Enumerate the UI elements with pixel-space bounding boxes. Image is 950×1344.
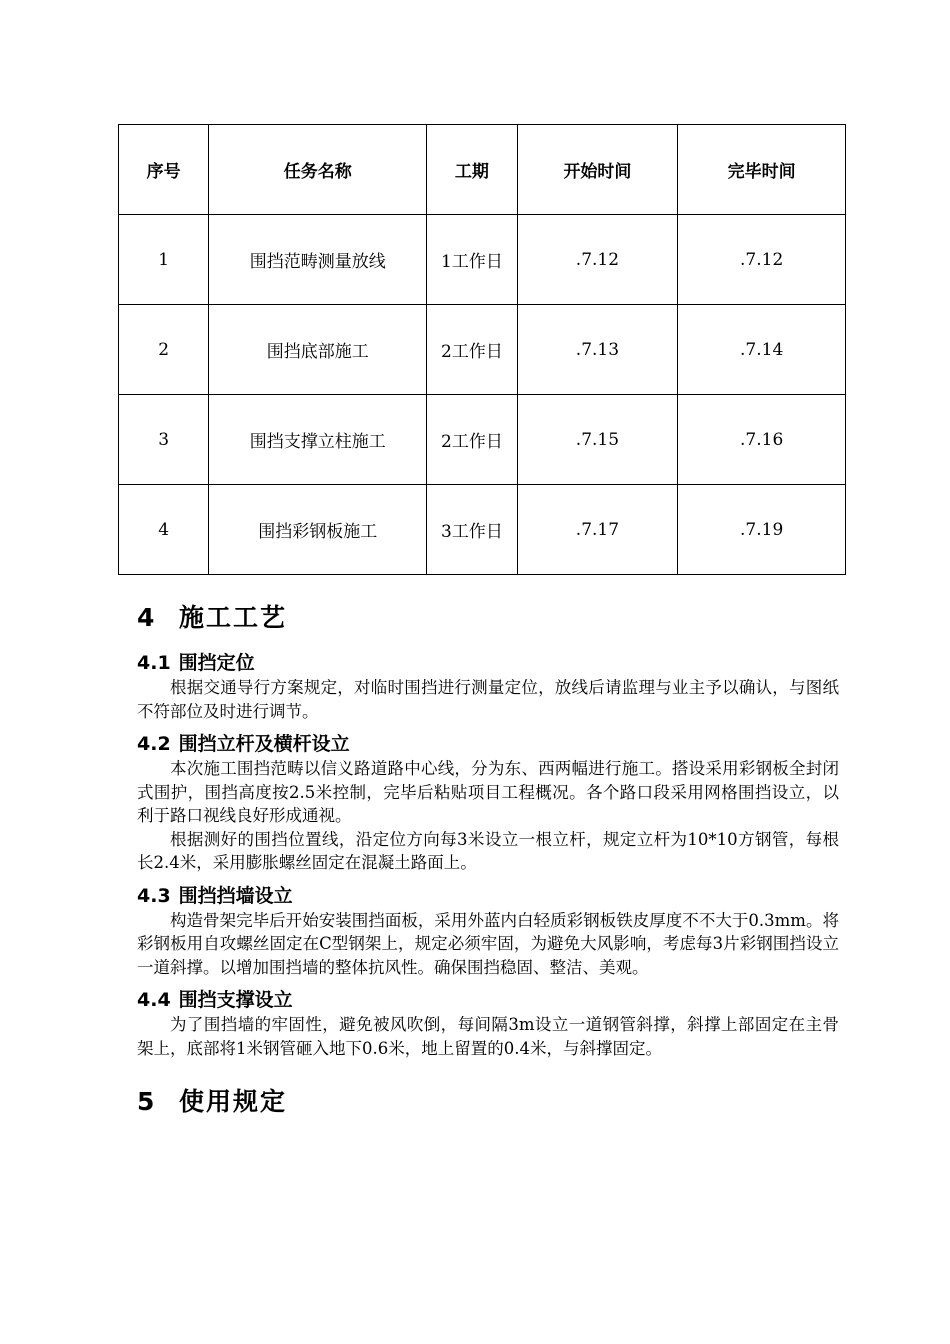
cell-start-time: .7.17 — [517, 485, 678, 575]
table-header-row — [119, 125, 846, 215]
cell-seq: 3 — [119, 395, 209, 485]
subsection-number: 4.1 — [137, 652, 171, 674]
subsection-title: 围挡立杆及横杆设立 — [178, 733, 350, 755]
cell-task-name: 围挡支撑立柱施工 — [209, 395, 427, 485]
section-number: 4 — [137, 603, 157, 632]
document-body — [137, 596, 839, 1120]
subsection-heading — [137, 987, 839, 1013]
table-row — [119, 395, 846, 485]
cell-seq: 2 — [119, 305, 209, 395]
cell-end-time: .7.14 — [678, 305, 846, 395]
paragraph: 为了围挡墙的牢固性，避免被风吹倒，每间隔3m设立一道钢管斜撑，斜撑上部固定在主骨架上，底部将1米钢管砸入地下0.6米，地上留置的0.4米，与斜撑固定。 — [137, 1015, 839, 1058]
paragraph: 本次施工围挡范畴以信义路道路中心线，分为东、西两幅进行施工。搭设采用彩钢板全封闭式围护，围挡高度按2.5米控制，完毕后粘贴项目工程概况。各个路口段采用网格围挡设立，以利于路口视线良好形成通视。 — [137, 759, 839, 825]
subsection-number: 4.3 — [137, 884, 171, 907]
subsection-title: 围挡支撑设立 — [178, 989, 293, 1011]
table-row — [119, 305, 846, 395]
section-heading — [137, 600, 839, 636]
section-title: 使用规定 — [179, 1087, 288, 1116]
header-start-time: 开始时间 — [517, 125, 678, 215]
cell-seq: 1 — [119, 215, 209, 305]
schedule-table — [118, 124, 846, 575]
cell-start-time: .7.15 — [517, 395, 678, 485]
subsection-number: 4.4 — [137, 989, 171, 1011]
cell-end-time: .7.12 — [678, 215, 846, 305]
subsection-heading — [137, 731, 839, 757]
cell-end-time: .7.19 — [678, 485, 846, 575]
cell-end-time: .7.16 — [678, 395, 846, 485]
subsection-heading — [137, 650, 839, 676]
cell-task-name: 围挡范畴测量放线 — [209, 215, 427, 305]
cell-duration: 2工作日 — [427, 395, 517, 485]
cell-duration: 1工作日 — [427, 215, 517, 305]
cell-seq: 4 — [119, 485, 209, 575]
subsection-heading — [137, 883, 839, 909]
cell-task-name: 围挡底部施工 — [209, 305, 427, 395]
table-row — [119, 485, 846, 575]
cell-duration: 3工作日 — [427, 485, 517, 575]
paragraph: 根据测好的围挡位置线，沿定位方向每3米设立一根立杆，规定立杆为10*10方钢管，每根长2.4米，采用膨胀螺丝固定在混凝土路面上。 — [137, 829, 839, 872]
section-number: 5 — [137, 1087, 157, 1116]
paragraph: 构造骨架完毕后开始安装围挡面板，采用外蓝内白轻质彩钢板铁皮厚度不不大于0.3mm。将彩钢板用自攻螺丝固定在C型钢架上，规定必须牢固，为避免大风影响，考虑每3片彩钢围挡设立一道斜撑。以增加围挡墙的整体抗风性。确保围挡稳固、整洁、美观。 — [137, 910, 839, 977]
subsection-number: 4.2 — [137, 733, 171, 755]
cell-task-name: 围挡彩钢板施工 — [209, 485, 427, 575]
cell-start-time: .7.12 — [517, 215, 678, 305]
header-end-time: 完毕时间 — [678, 125, 846, 215]
subsection-title: 围挡挡墙设立 — [178, 884, 293, 907]
header-duration: 工期 — [427, 125, 517, 215]
header-seq: 序号 — [119, 125, 209, 215]
paragraph: 根据交通导行方案规定，对临时围挡进行测量定位，放线后请监理与业主予以确认，与图纸不符部位及时进行调节。 — [137, 678, 839, 721]
header-task-name: 任务名称 — [209, 125, 427, 215]
section-heading — [137, 1084, 839, 1120]
section-title: 施工工艺 — [179, 603, 288, 632]
cell-start-time: .7.13 — [517, 305, 678, 395]
subsection-title: 围挡定位 — [178, 652, 255, 674]
cell-duration: 2工作日 — [427, 305, 517, 395]
table-row — [119, 215, 846, 305]
